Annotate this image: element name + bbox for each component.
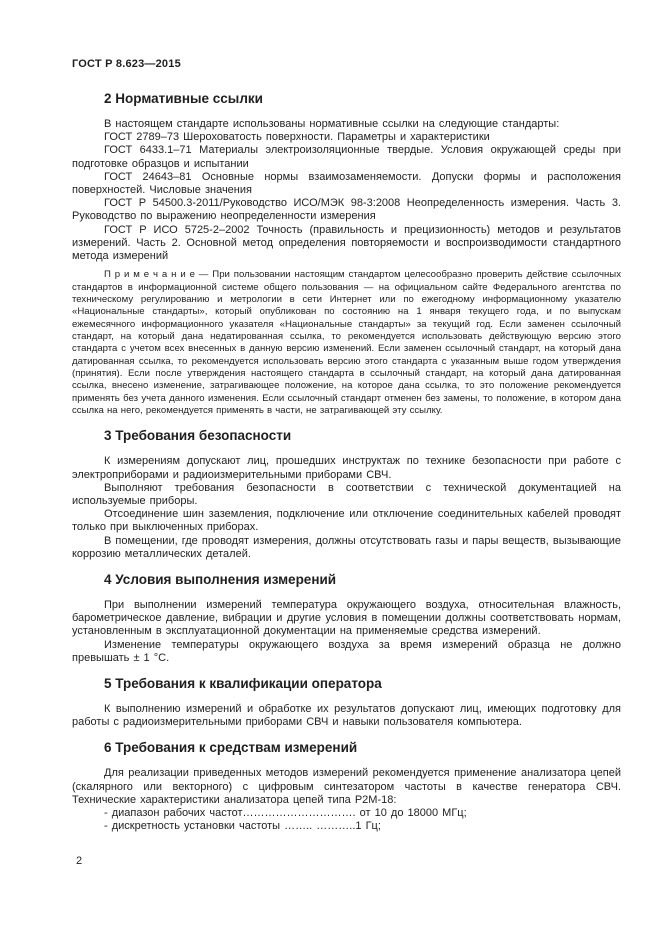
paragraph: В помещении, где проводят измерения, должны отсутствовать газы и пары веществ, вызывающие коррозию металлических деталей. [72, 534, 621, 560]
paragraph: К выполнению измерений и обработке их результатов допускают лиц, имеющих подготовку для работы с радиоизмерительными приборами СВЧ и навыки пользователя компьютера. [72, 703, 621, 729]
paragraph: Изменение температуры окружающего воздуха за время измерений образца не должно превышать ± 1 °С. [72, 638, 621, 664]
paragraph: К измерениям допускают лиц, прошедших инструктаж по технике безопасности при работе с электроприборами и радиоизмерительными приборами СВЧ. [72, 455, 621, 481]
paragraph: ГОСТ 24643–81 Основные нормы взаимозаменяемости. Допуски формы и расположения поверхностей. Числовые значения [72, 170, 621, 197]
section-5-heading: 5 Требования к квалификации оператора [104, 676, 382, 691]
section-2-heading: 2 Нормативные ссылки [104, 91, 263, 106]
list-item-frequency-range: - диапазон рабочих частот…………………………. от 10 до 18000 МГц; [104, 807, 467, 820]
section-6-heading: 6 Требования к средствам измерений [104, 740, 358, 756]
paragraph: При выполнении измерений температура окружающего воздуха, относительная влажность, барометрическое давление, вибрации и другие условия в помещении должны соответствовать нормам, установленным в эксплуатационной документации на применяемые средства измерений. [72, 598, 621, 638]
page-number: 2 [76, 855, 83, 867]
paragraph: ГОСТ 6433.1–71 Материалы электроизоляционные твердые. Условия окружающей среды при подготовке образцов и испытании [72, 144, 621, 170]
paragraph: ГОСТ 2789–73 Шероховатость поверхности. Параметры и характеристики [104, 131, 490, 144]
paragraph: ГОСТ Р ИСО 5725-2–2002 Точность (правильность и прецизионность) методов и результатов измерений. Часть 2. Основной метод определения повторяемости и воспроизводимости стандартного метода измерений [72, 223, 621, 263]
paragraph: В настоящем стандарте использованы нормативные ссылки на следующие стандарты: [104, 118, 560, 130]
paragraph: Выполняют требования безопасности в соответствии с технической документацией на используемые приборы. [72, 481, 621, 507]
section-3-heading: 3 Требования безопасности [104, 428, 292, 444]
running-header: ГОСТ Р 8.623—2015 [72, 58, 181, 70]
paragraph: Для реализации приведенных методов измерений рекомендуется применение анализатора цепей (скалярного или векторного) с цифровым синтезатором частоты в качестве генератора СВЧ. Технические характеристики анализатора цепей типа Р2М-18: [72, 767, 621, 806]
note-paragraph: П р и м е ч а н и е — При пользовании настоящим стандартом целесообразно проверить действие ссылочных стандартов в информационной системе общего пользования — на официальном сайте Федерального агентства по техническому регулированию и метрологии в сети Интернет или по ежегодному информационному указателю «Национальные стандарты», который опубликован по состоянию на 1 января текущего года, и по выпускам ежемесячного информационного указателя «Национальные стандарты» за текущий год. Если заменен ссылочный стандарт, на который дана недатированная ссылка, то рекомендуется использовать действующую версию этого стандарта с учетом всех внесенных в данную версию изменений. Если заменен ссылочный стандарт, на который дана датированная ссылка, то рекомендуется использовать версию этого стандарта с указанным выше годом утверждения (принятия). Если после утверждения настоящего стандарта в ссылочный стандарт, на который дана датированная ссылка, внесено изменение, затрагивающее положение, на которое дана ссылка, то это положение рекомендуется применять без учета данного изменения. Если ссылочный стандарт отменен без замены, то положение, в котором дана ссылка на него, рекомендуется применять в части, не затрагивающей эту ссылку. [72, 269, 621, 417]
list-item-frequency-step: - дискретность установки частоты …….. ………..1 Гц; [104, 820, 381, 833]
paragraph: Отсоединение шин заземления, подключение или отключение соединительных кабелей проводят только при выключенных приборах. [72, 508, 621, 534]
document-content [72, 58, 621, 833]
section-4-heading: 4 Условия выполнения измерений [104, 571, 337, 587]
paragraph: ГОСТ Р 54500.3-2011/Руководство ИСО/МЭК 98-3:2008 Неопределенность измерения. Часть 3. Руководство по выражению неопределенности измерения [72, 197, 621, 223]
